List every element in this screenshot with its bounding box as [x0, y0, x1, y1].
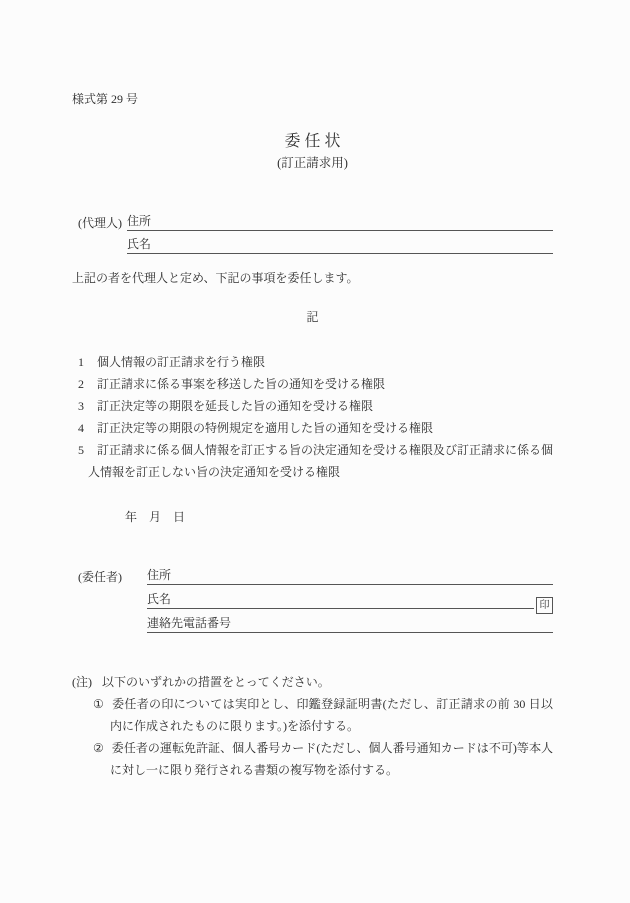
note-number: ②: [93, 741, 104, 755]
delegated-item-4: [72, 417, 553, 439]
date-line: 年 月 日: [125, 510, 186, 524]
item-number: 4: [78, 421, 84, 435]
principal-address-field: [147, 568, 553, 585]
notes-intro: 以下のいずれかの措置をとってください。: [102, 675, 330, 689]
principal-phone-row: [72, 609, 553, 633]
item-number: 1: [78, 355, 84, 369]
agent-name-row: [72, 231, 553, 254]
item-number: 3: [78, 399, 84, 413]
agent-address-row: [72, 208, 553, 231]
notes-header: [72, 671, 553, 693]
principal-name-row: [72, 585, 553, 609]
principal-phone-label: 連絡先電話番号: [147, 616, 232, 630]
delegation-statement: 上記の者を代理人と定め、下記の事項を委任します。: [72, 271, 359, 285]
principal-address-label: 住所: [147, 568, 172, 582]
item-number: 2: [78, 377, 84, 391]
seal-mark: 印: [539, 600, 550, 611]
item-text: 個人情報の訂正請求を行う権限: [97, 355, 266, 369]
item-text: 訂正請求に係る個人情報を訂正する旨の決定通知を受ける権限及び訂正請求に係る個人情報を訂正しない旨の決定通知を受ける権限: [88, 443, 554, 479]
delegated-items-list: [72, 351, 553, 483]
principal-label: (委任者): [78, 570, 122, 584]
delegated-item-5: [72, 439, 553, 483]
delegated-item-3: [72, 395, 553, 417]
principal-name-label: 氏名: [147, 592, 172, 606]
item-number: 5: [78, 443, 84, 457]
record-marker: 記: [306, 310, 319, 324]
agent-section: [72, 208, 553, 254]
note-text: 委任者の印については実印とし、印鑑登録証明書(ただし、訂正請求の前 30 日以内に作成されたものに限ります。)を添付する。: [110, 697, 553, 733]
form-number: 様式第 29 号: [72, 92, 139, 106]
agent-label: (代理人): [78, 216, 122, 230]
notes-label: (注): [72, 675, 92, 689]
doc-subtitle: (訂正請求用): [277, 156, 348, 170]
principal-address-row: [72, 561, 553, 585]
agent-name-label: 氏名: [127, 237, 152, 251]
seal-box: [536, 597, 553, 614]
item-text: 訂正決定等の期限の特例規定を適用した旨の通知を受ける権限: [97, 421, 434, 435]
note-text: 委任者の運転免許証、個人番号カード(ただし、個人番号通知カードは不可)等本人に対し一に限り発行される書類の複写物を添付する。: [110, 741, 553, 777]
delegated-item-1: [72, 351, 553, 373]
agent-address-field: [127, 214, 553, 231]
note-item-2: [72, 737, 553, 781]
item-text: 訂正請求に係る事案を移送した旨の通知を受ける権限: [97, 377, 386, 391]
document-content: [72, 92, 553, 781]
note-number: ①: [93, 697, 105, 711]
principal-phone-field: [147, 616, 553, 633]
note-item-1: [72, 693, 553, 737]
agent-name-field: [127, 237, 553, 254]
delegated-item-2: [72, 373, 553, 395]
principal-section: [72, 561, 553, 633]
item-text: 訂正決定等の期限を延長した旨の通知を受ける権限: [97, 399, 374, 413]
notes-section: [72, 671, 553, 781]
doc-title: 委 任 状: [284, 133, 341, 150]
agent-address-label: 住所: [127, 214, 152, 228]
principal-name-field: [147, 592, 534, 609]
